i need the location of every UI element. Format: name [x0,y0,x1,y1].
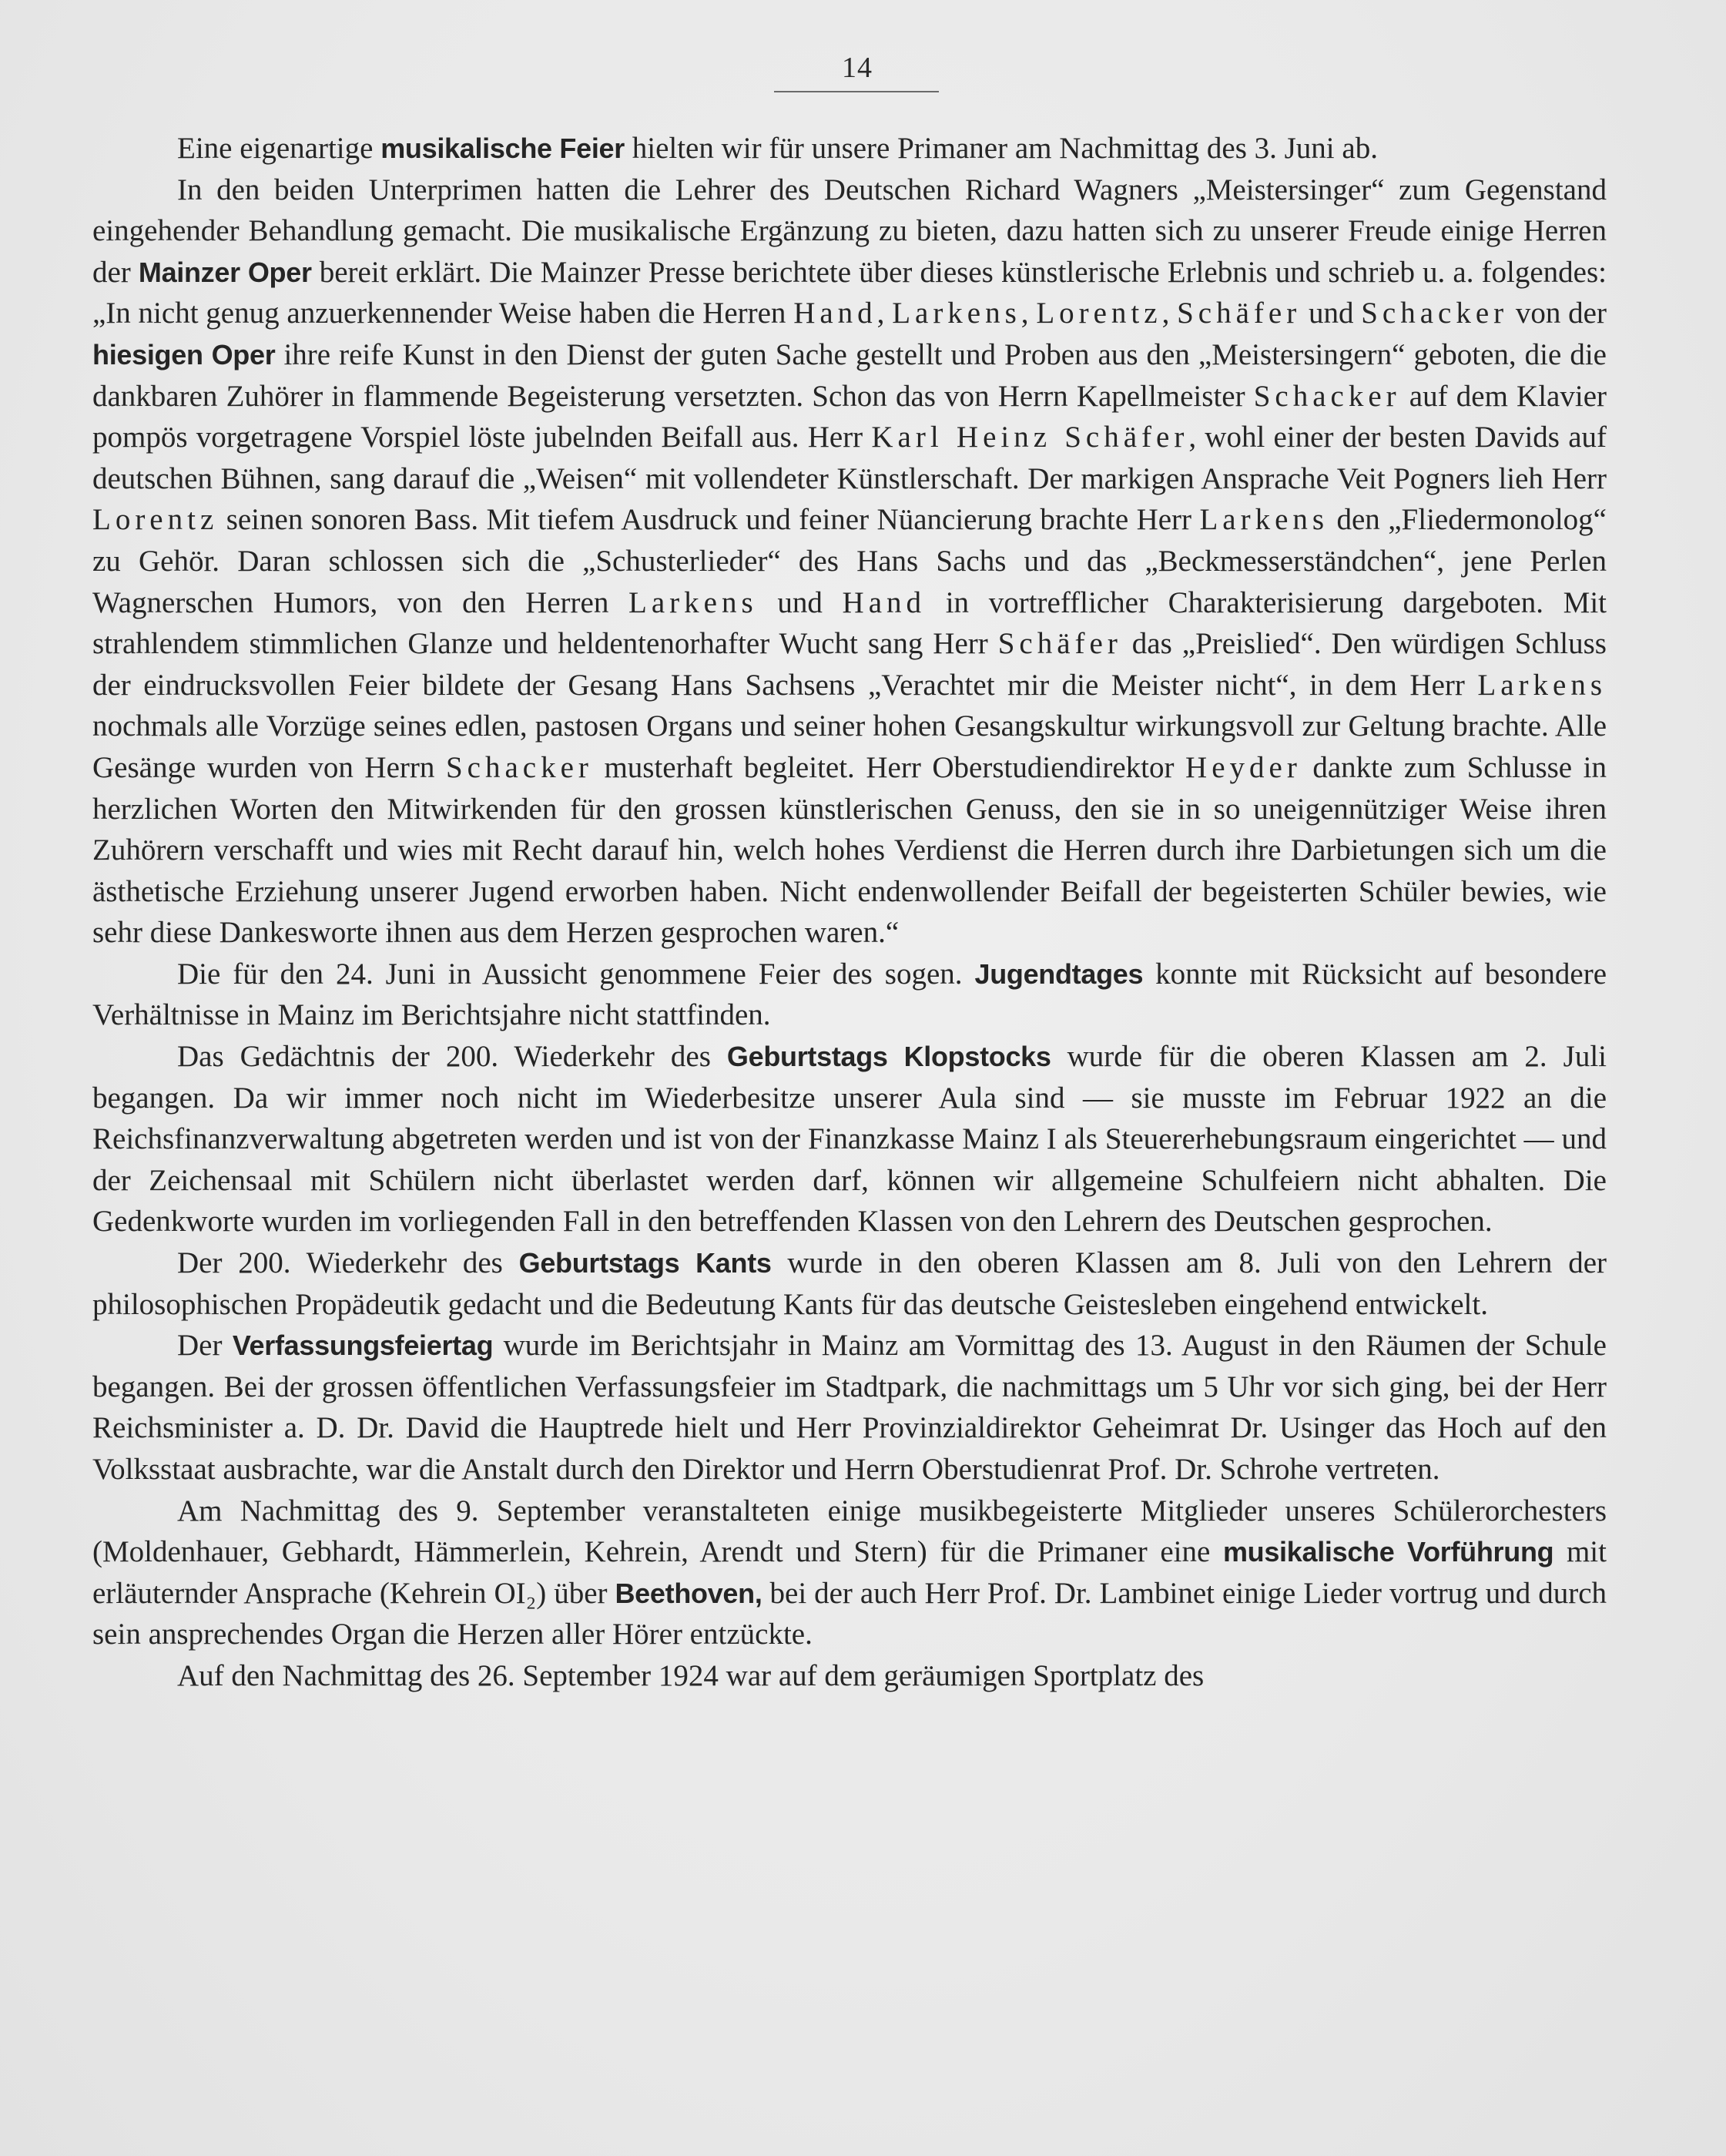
spaced-name: Heyder [1185,750,1302,784]
bold-term: hiesigen Oper [92,338,276,371]
spaced-name: Lorentz [1036,297,1162,330]
text-run: und [1301,297,1362,330]
text-run: musterhaft begleitet. Herr Oberstudiendirektor [592,750,1186,784]
spaced-name: Karl Heinz Schäfer [871,421,1189,454]
text-run: Am Nachmittag des 9. September veranstalteten einige musikbegeisterte Mitglieder unseres Schülerorchesters (Moldenhauer, Gebhardt, Hämmerlein, Kehrein, Arendt und Stern) für die Primaner eine [92,1494,1607,1569]
bold-term: musikalische Vorführung [1222,1536,1554,1568]
paragraph [92,1325,1607,1490]
text-run: Das Gedächtnis der 200. Wiederkehr des [177,1040,727,1074]
text-run: dankte zum Schlusse in herzlichen Worten den Mitwirkenden für den grossen künstlerischen Genuss, den sie in so uneigennütziger Weise ihren Zuhörern verschafft und wies mit Recht darauf hin, welch hohes Verdienst die Herren durch ihre Darbietungen sich um die ästhetische Erziehung unserer Jugend erworben haben. Nicht endenwollender Beifall der begeisterten Schüler bewies, wie sehr diese Dankesworte ihnen aus dem Herzen gesprochen waren.“ [92,750,1607,950]
spaced-name: Hand [842,585,927,619]
page-number-rule [774,91,939,92]
bold-term: Jugendtages [974,957,1144,990]
text-run: und [757,585,843,619]
text-run: von der [1508,297,1607,330]
text-run: , wohl einer der besten Davids auf deutschen Bühnen, sang darauf die „Weisen“ mit vollendeter Künstlerschaft. Der markigen Ansprache Veit Pogners lieh Herr [92,421,1607,495]
bold-term: musikalische Feier [380,132,625,164]
text-run: Der [177,1329,233,1363]
spaced-name: Schacker [1253,379,1401,413]
bold-term: Geburtstags Klopstocks [726,1041,1051,1073]
text-run: konnte mit Rücksicht auf besondere Verhältnisse in Mainz im Berichtsjahre nicht stattfinden. [92,957,1607,1032]
spaced-name: Lorentz [92,503,219,537]
text-run: in vortrefflicher Charakterisierung dargeboten. Mit strahlendem stimmlichen Glanze und heldentenorhafter Wucht sang Herr [92,585,1607,661]
spaced-name: Larkens [628,585,758,619]
text-run: den „Fliedermonolog“ zu Gehör. Daran schlossen sich die „Schusterlieder“ des Hans Sachs und das „Beckmesserständchen“, jene Perlen Wagnerschen Humors, von den Herren [92,503,1607,619]
text-run: das „Preislied“. Den würdigen Schluss der eindrucksvollen Feier bildete der Gesang Hans Sachsens „Verachtet mir die Meister nicht“, in dem Herr [92,627,1607,702]
bold-term: Verfassungsfeiertag [232,1329,494,1362]
text-run: , [1161,297,1178,330]
paragraph [92,169,1607,954]
bold-term: Beethoven, [615,1577,762,1609]
spaced-name: Schacker [445,750,593,784]
text-run: bereit erklärt. Die Mainzer Presse berichtete über dieses künstlerische Erlebnis und schrieb u. a. folgendes: „In nicht genug anzuerkennender Weise haben die Herren [92,255,1607,330]
text-run: mit erläuternder Ansprache (Kehrein OI₂) über [92,1535,1607,1610]
paragraph [92,1242,1607,1325]
page-number: 14 [842,52,873,84]
text-run: nochmals alle Vorzüge seines edlen, pastosen Organs und seiner hohen Gesangskultur wirkungsvoll zur Geltung brachte. Alle Gesänge wurden von Herrn [92,709,1607,784]
text-run: Auf den Nachmittag des 26. September 1924 war auf dem geräumigen Sportplatz des [177,1658,1205,1692]
text-run: Der 200. Wiederkehr des [177,1246,519,1280]
text-run: , [1021,297,1037,330]
body-text [92,128,1607,1697]
spaced-name: Schacker [1361,297,1509,330]
text-run: auf dem Klavier pompös vorgetragene Vorspiel löste jubelnden Beifall aus. Herr [92,379,1607,454]
text-run: Die für den 24. Juni in Aussicht genommene Feier des sogen. [177,957,975,991]
text-run: Eine eigenartige [177,132,381,165]
text-run: seinen sonoren Bass. Mit tiefem Ausdruck und feiner Nüancierung brachte Herr [218,503,1200,537]
text-run: wurde im Berichtsjahr in Mainz am Vormittag des 13. August in den Räumen der Schule begangen. Bei der grossen öffentlichen Verfassungsfeier im Stadtpark, die nachmittags um 5 Uhr vor sich ging, bei der Herr Reichsminister a. D. Dr. David die Hauptrede hielt und Herr Provinzialdirektor Geheimrat Dr. Usinger das Hoch auf den Volksstaat ausbrachte, war die Anstalt durch den Direktor und Herrn Oberstudienrat Prof. Dr. Schrohe vertreten. [92,1329,1607,1486]
paragraph [92,128,1607,169]
paragraph [92,1490,1607,1655]
bold-term: Mainzer Oper [138,256,312,288]
text-run: bei der auch Herr Prof. Dr. Lambinet einige Lieder vortrug und durch sein ansprechendes Organ die Herzen aller Hörer entzückte. [92,1576,1607,1651]
text-run: In den beiden Unterprimen hatten die Lehrer des Deutschen Richard Wagners „Meistersinger“ zum Gegenstand eingehender Behandlung gemacht. Die musikalische Ergänzung zu bieten, dazu hatten sich zu unserer Freude einige Herren der [92,173,1607,289]
paragraph [92,1655,1607,1697]
text-run: ihre reife Kunst in den Dienst der guten Sache gestellt und Proben aus den „Meistersingern“ geboten, die die dankbaren Zuhörer in flammende Begeisterung versetzten. Schon das von Herrn Kapellmeister [92,337,1607,413]
spaced-name: Hand [793,297,877,330]
text-run: wurde in den oberen Klassen am 8. Juli von den Lehrern der philosophischen Propädeutik gedacht und die Bedeutung Kants für das deutsche Geistesleben eingehend entwickelt. [92,1246,1607,1321]
bold-term: Geburtstags Kants [518,1247,772,1279]
text-run: wurde für die oberen Klassen am 2. Juli begangen. Da wir immer noch nicht im Wiederbesitze unserer Aula sind — sie musste im Februar 1922 an die Reichsfinanzverwaltung abgetreten werden und ist von der Finanzkasse Mainz I als Steuererhebungsraum eingerichtet — und der Zeichensaal mit Schülern nicht überlastet werden darf, können wir allgemeine Schulfeiern nicht abhalten. Die Gedenkworte wurden im vorliegenden Fall in den betreffenden Klassen von den Lehrern des Deutschen gesprochen. [92,1040,1607,1239]
spaced-name: Schäfer [997,627,1122,661]
spaced-name: Larkens [892,297,1021,330]
text-run: , [876,297,893,330]
text-run: hielten wir für unsere Primaner am Nachmittag des 3. Juni ab. [624,132,1378,165]
paragraph [92,1036,1607,1242]
spaced-name: Larkens [1477,668,1607,702]
spaced-name: Schäfer [1177,297,1302,330]
paragraph [92,954,1607,1036]
spaced-name: Larkens [1199,503,1329,537]
